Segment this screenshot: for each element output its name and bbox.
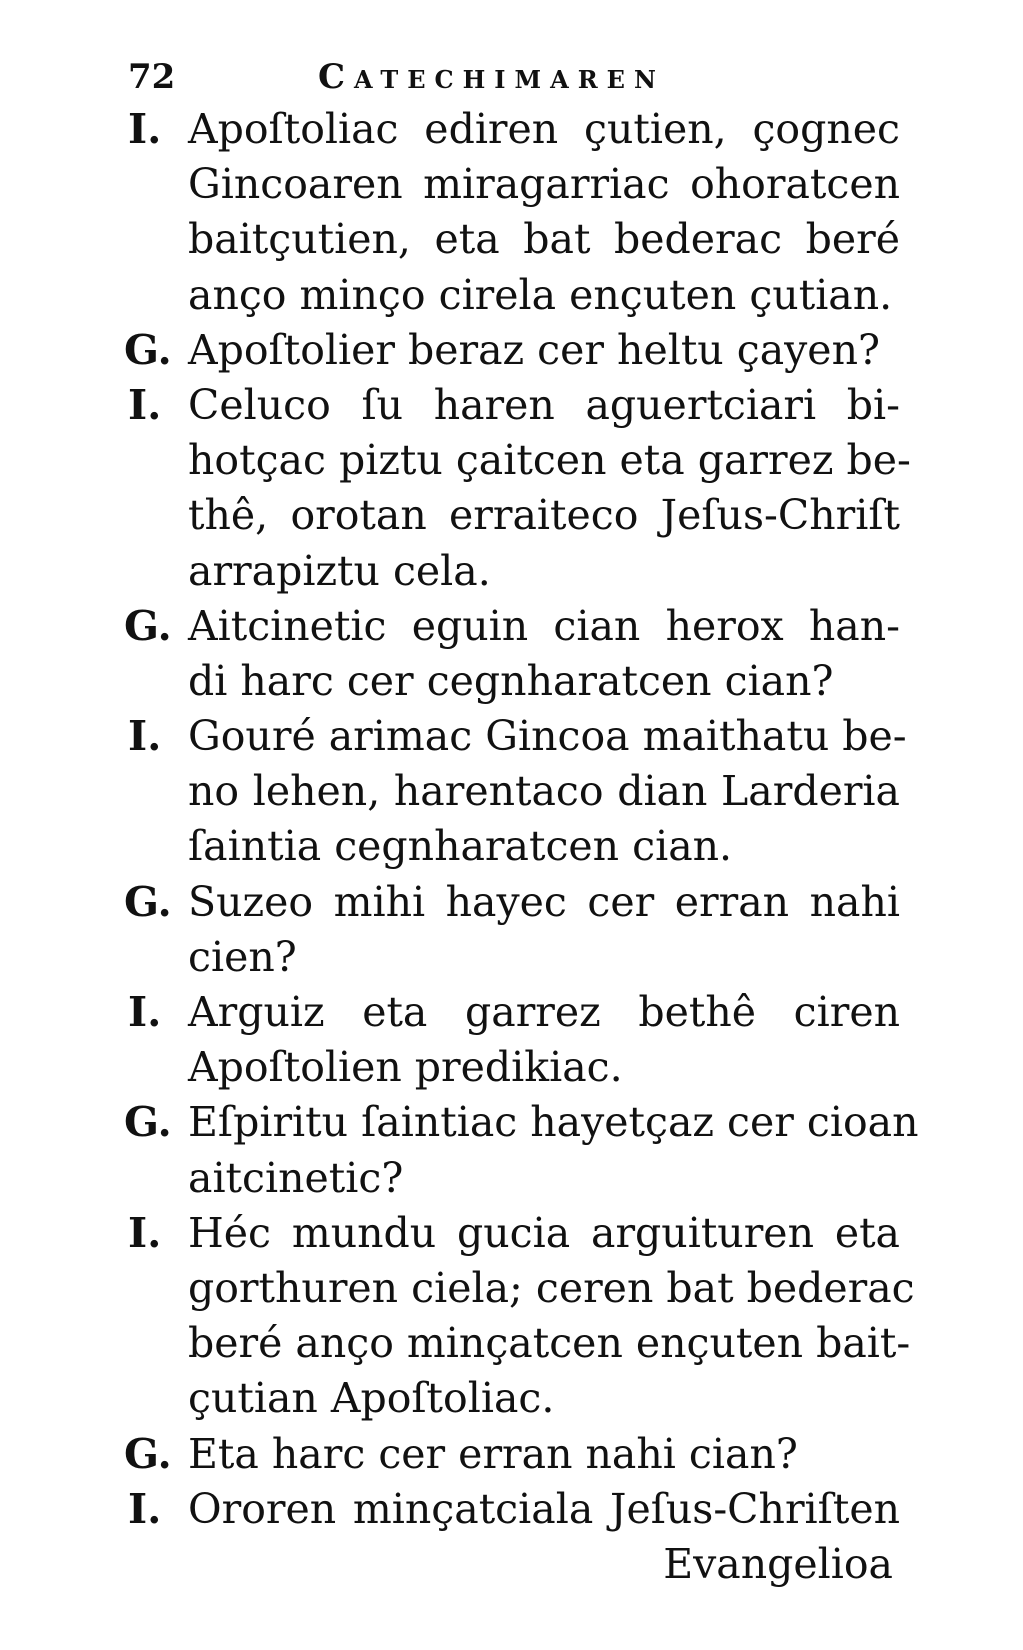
dialogue-entry — [0, 985, 1023, 1095]
text-line — [0, 985, 1023, 1040]
dialogue-entry — [0, 102, 1023, 323]
speaker-label: G. — [124, 1429, 172, 1478]
text-line — [0, 378, 1023, 433]
speaker-label: G. — [124, 1098, 172, 1147]
text-line — [0, 1206, 1023, 1261]
dialogue-entry — [0, 709, 1023, 875]
text-line — [0, 488, 1023, 543]
text-line — [0, 1482, 1023, 1537]
line-text: Arguiz eta garrez bethê ciren — [188, 988, 900, 1036]
text-line — [0, 654, 1023, 709]
line-text: cien? — [188, 932, 297, 981]
speaker-label: G. — [124, 601, 172, 650]
line-text: ſaintia cegnharatcen cian. — [188, 822, 733, 871]
text-line — [0, 709, 1023, 764]
line-text: Gouré arimac Gincoa maithatu be- — [188, 712, 907, 761]
line-text: Suzeo mihi hayec cer erran nahi — [188, 877, 900, 926]
line-text: Ororen minçatciala Jeſus-Chriſten — [188, 1484, 900, 1533]
speaker-label: I. — [128, 712, 162, 761]
line-text: di harc cer cegnharatcen cian? — [188, 656, 834, 705]
dialogue-entry — [0, 323, 1023, 378]
line-text: no lehen, harentaco dian Larderia — [188, 767, 900, 816]
text-line — [0, 1151, 1023, 1206]
page-number: 72 — [128, 57, 176, 97]
text-line — [0, 1040, 1023, 1095]
line-text: gorthuren ciela; ceren bat bederac — [188, 1263, 915, 1312]
text-line — [0, 323, 1023, 378]
text-line — [0, 1316, 1023, 1371]
speaker-label: G. — [124, 325, 172, 374]
line-text: thê, orotan erraiteco Jeſus-Chriſt — [188, 491, 900, 540]
speaker-label: I. — [128, 380, 162, 429]
line-text: Apoſtoliac ediren çutien, çognec — [188, 105, 900, 153]
line-text: arrapiztu cela. — [188, 546, 491, 595]
dialogue-entry — [0, 1427, 1023, 1482]
text-line — [0, 819, 1023, 874]
line-text: Gincoaren miragarriac ohoratcen — [188, 160, 900, 209]
speaker-label: I. — [128, 1208, 162, 1257]
line-text: Apoſtolien predikiac. — [188, 1043, 623, 1092]
dialogue-entry — [0, 1095, 1023, 1205]
line-text: Eta harc cer erran nahi cian? — [188, 1429, 798, 1478]
line-text: çutian Apoſtoliac. — [188, 1374, 555, 1423]
line-text: baitçutien, eta bat bederac beré — [188, 215, 900, 264]
text-line — [0, 157, 1023, 212]
dialogue-entry — [0, 1206, 1023, 1427]
page-header — [128, 52, 888, 102]
text-line — [0, 1427, 1023, 1482]
text-line — [0, 433, 1023, 488]
dialogue-entry — [0, 875, 1023, 985]
text-line — [0, 544, 1023, 599]
speaker-label: I. — [128, 105, 162, 153]
text-line — [0, 1371, 1023, 1426]
line-text: aitcinetic? — [188, 1153, 404, 1202]
speaker-label: G. — [124, 877, 172, 926]
text-line — [0, 268, 1023, 323]
line-text: Apoſtolier beraz cer heltu çayen? — [188, 325, 880, 374]
speaker-label: I. — [128, 988, 162, 1036]
line-text: Celuco ſu haren aguertciari bi- — [188, 380, 900, 429]
text-line — [0, 930, 1023, 985]
text-line — [0, 599, 1023, 654]
dialogue-entry — [0, 599, 1023, 709]
text-line — [0, 764, 1023, 819]
speaker-label: I. — [128, 1484, 162, 1533]
line-text: Eſpiritu ſaintiac hayetçaz cer cioan — [188, 1098, 919, 1147]
line-text: Héc mundu gucia arguituren eta — [188, 1208, 900, 1257]
text-line — [0, 875, 1023, 930]
text-line — [0, 212, 1023, 267]
catchword: Evangelioa — [663, 1539, 893, 1588]
catchword-line — [0, 1537, 1023, 1592]
line-text: Aitcinetic eguin cian herox han- — [188, 601, 900, 650]
text-line — [0, 1261, 1023, 1316]
running-title: Catechimaren — [318, 57, 665, 97]
line-text: hotçac piztu çaitcen eta garrez be- — [188, 436, 911, 485]
line-text: beré anço minçatcen ençuten bait- — [188, 1319, 911, 1368]
dialogue-entry — [0, 378, 1023, 599]
text-line — [0, 102, 1023, 157]
line-text: anço minço cirela ençuten çutian. — [188, 270, 893, 319]
dialogue-entry — [0, 1482, 1023, 1537]
text-line — [0, 1095, 1023, 1150]
catechism-text — [0, 102, 1023, 1592]
